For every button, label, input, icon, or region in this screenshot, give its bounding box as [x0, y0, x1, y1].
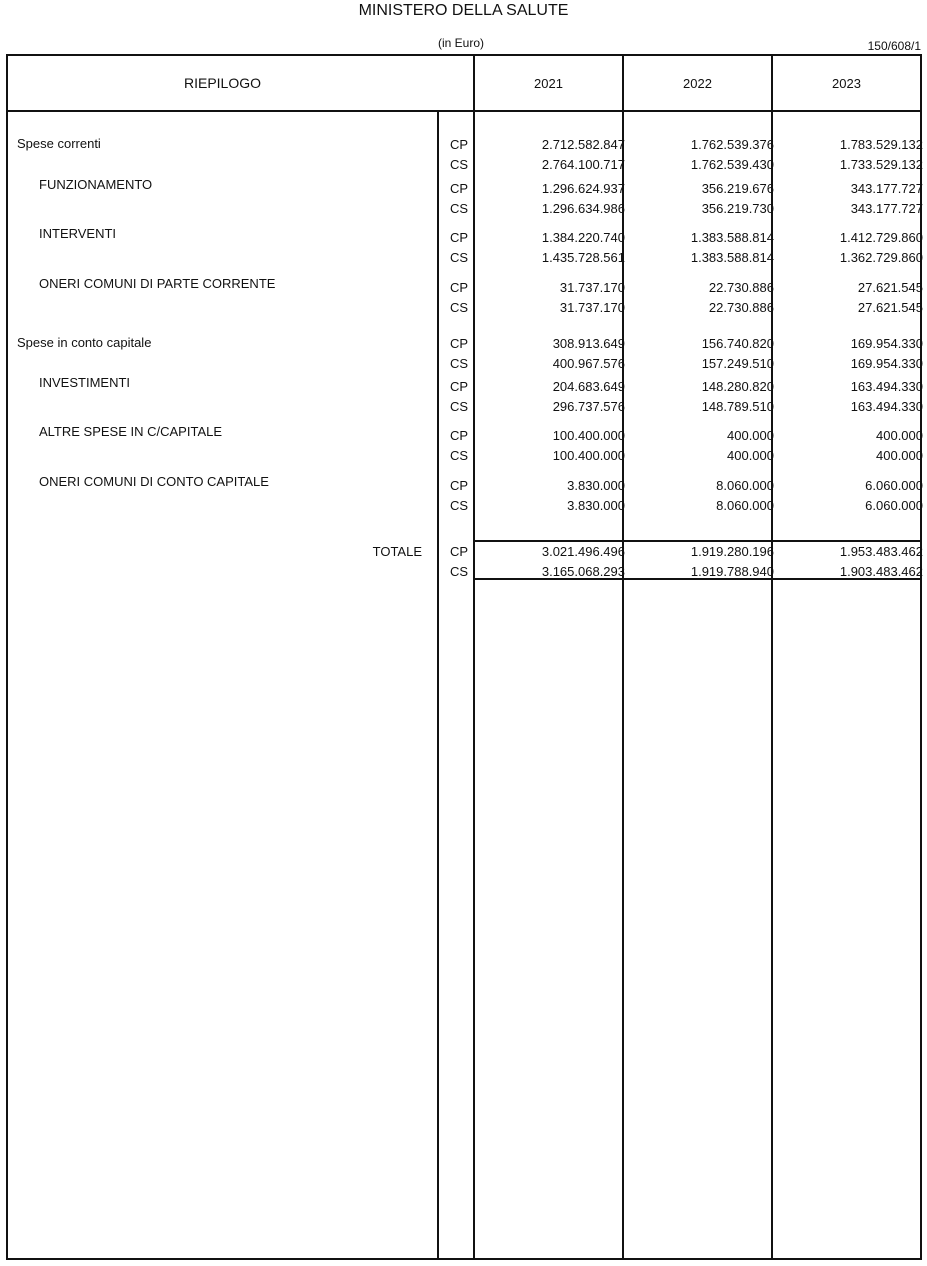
cp-value-cell: 6.060.000 — [865, 478, 923, 493]
cp-value-cell: 156.740.820 — [701, 336, 774, 351]
cs-value-cell: 1.733.529.132 — [839, 157, 923, 172]
column-header-year: 2021 — [534, 75, 563, 91]
cp-marker: CP — [449, 336, 469, 351]
cp-value-cell: 1.296.624.937 — [541, 181, 625, 196]
cs-marker: CS — [449, 201, 469, 216]
subcategory-label: ONERI COMUNI DI PARTE CORRENTE — [39, 276, 276, 291]
total-cs-marker: CS — [449, 564, 469, 579]
total-label: TOTALE — [372, 544, 422, 559]
total-cs-value: 1.903.483.462 — [839, 564, 923, 579]
category-label: Spese correnti — [17, 136, 101, 151]
cp-marker: CP — [449, 181, 469, 196]
subcategory-label: INVESTIMENTI — [39, 375, 131, 390]
cs-value-cell: 343.177.727 — [850, 201, 923, 216]
category-label: Spese in conto capitale — [17, 335, 152, 350]
total-cs-value: 3.165.068.293 — [541, 564, 625, 579]
cs-value-cell: 1.435.728.561 — [541, 250, 625, 265]
cp-value-cell: 1.384.220.740 — [541, 230, 625, 245]
unit-label: (in Euro) — [438, 36, 485, 50]
cs-value-cell: 27.621.545 — [857, 300, 923, 315]
cp-value-cell: 400.000 — [876, 428, 923, 443]
cs-value-cell: 169.954.330 — [850, 356, 923, 371]
total-cp-marker: CP — [449, 544, 469, 559]
cp-value-cell: 1.762.539.376 — [690, 137, 774, 152]
cs-value-cell: 3.830.000 — [567, 498, 625, 513]
column-header-label: RIEPILOGO — [183, 75, 262, 91]
cs-value-cell: 1.296.634.986 — [541, 201, 625, 216]
cp-value-cell: 1.412.729.860 — [839, 230, 923, 245]
cp-value-cell: 169.954.330 — [850, 336, 923, 351]
cp-value-cell: 100.400.000 — [552, 428, 625, 443]
cs-value-cell: 148.789.510 — [701, 399, 774, 414]
cp-marker: CP — [449, 428, 469, 443]
cs-marker: CS — [449, 399, 469, 414]
cs-value-cell: 356.219.730 — [701, 201, 774, 216]
cs-value-cell: 22.730.886 — [708, 300, 774, 315]
cs-marker: CS — [449, 250, 469, 265]
cp-value-cell: 400.000 — [727, 428, 774, 443]
document-code: 150/608/1 — [867, 39, 921, 53]
cs-value-cell: 2.764.100.717 — [541, 157, 625, 172]
cp-marker: CP — [449, 280, 469, 295]
cs-marker: CS — [449, 498, 469, 513]
cs-marker: CS — [449, 300, 469, 315]
column-header-year: 2023 — [832, 75, 861, 91]
cs-value-cell: 163.494.330 — [850, 399, 923, 414]
cs-value-cell: 157.249.510 — [701, 356, 774, 371]
cp-value-cell: 1.783.529.132 — [839, 137, 923, 152]
cp-marker: CP — [449, 230, 469, 245]
cs-value-cell: 1.383.588.814 — [690, 250, 774, 265]
total-cp-value: 1.953.483.462 — [839, 544, 923, 559]
cp-value-cell: 343.177.727 — [850, 181, 923, 196]
total-cp-value: 3.021.496.496 — [541, 544, 625, 559]
cs-value-cell: 400.967.576 — [552, 356, 625, 371]
cp-value-cell: 27.621.545 — [857, 280, 923, 295]
cs-value-cell: 8.060.000 — [716, 498, 774, 513]
cs-value-cell: 6.060.000 — [865, 498, 923, 513]
cs-value-cell: 296.737.576 — [552, 399, 625, 414]
cs-value-cell: 400.000 — [727, 448, 774, 463]
column-header-year: 2022 — [683, 75, 712, 91]
cs-value-cell: 100.400.000 — [552, 448, 625, 463]
total-bottom-rule — [473, 578, 922, 580]
cp-value-cell: 148.280.820 — [701, 379, 774, 394]
cs-marker: CS — [449, 356, 469, 371]
cp-value-cell: 204.683.649 — [552, 379, 625, 394]
cp-value-cell: 163.494.330 — [850, 379, 923, 394]
cs-value-cell: 1.762.539.430 — [690, 157, 774, 172]
cp-value-cell: 2.712.582.847 — [541, 137, 625, 152]
header-divider — [6, 110, 922, 112]
page-title: MINISTERO DELLA SALUTE — [358, 2, 569, 19]
cs-value-cell: 1.362.729.860 — [839, 250, 923, 265]
subcategory-label: ONERI COMUNI DI CONTO CAPITALE — [39, 474, 269, 489]
cp-value-cell: 3.830.000 — [567, 478, 625, 493]
total-cs-value: 1.919.788.940 — [690, 564, 774, 579]
cp-value-cell: 8.060.000 — [716, 478, 774, 493]
cp-value-cell: 31.737.170 — [559, 280, 625, 295]
cs-value-cell: 31.737.170 — [559, 300, 625, 315]
cs-marker: CS — [449, 157, 469, 172]
subcategory-label: INTERVENTI — [39, 226, 117, 241]
cp-value-cell: 308.913.649 — [552, 336, 625, 351]
total-top-rule — [473, 540, 922, 542]
cp-value-cell: 1.383.588.814 — [690, 230, 774, 245]
total-cp-value: 1.919.280.196 — [690, 544, 774, 559]
kind-column-divider — [437, 111, 439, 1260]
cp-marker: CP — [449, 478, 469, 493]
cp-value-cell: 356.219.676 — [701, 181, 774, 196]
cs-value-cell: 400.000 — [876, 448, 923, 463]
subcategory-label: ALTRE SPESE IN C/CAPITALE — [39, 424, 223, 439]
subcategory-label: FUNZIONAMENTO — [39, 177, 153, 192]
cp-value-cell: 22.730.886 — [708, 280, 774, 295]
cp-marker: CP — [449, 137, 469, 152]
cp-marker: CP — [449, 379, 469, 394]
cs-marker: CS — [449, 448, 469, 463]
